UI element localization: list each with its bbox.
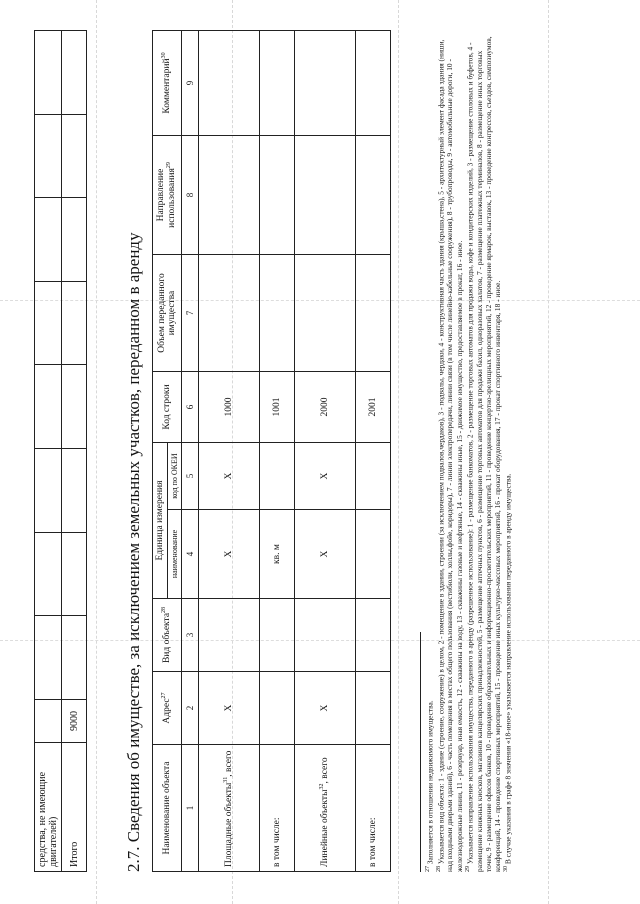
col-header-comment: Комментарий$^{30}$ <box>153 31 182 136</box>
cell <box>35 449 62 533</box>
table-row-area-total <box>199 31 260 872</box>
footnote: $^{29}$ Указывается направление использования имущества, переданного в аренду (разрешенное использование): 1 - размещение банкоматов, 2 - размещение торговых автоматов для продажи воды, кофе и кондитерских изделий, 3 - размещение столовых и буфетов, 4 - размещение книжных киосков, магазинов канцелярских принадлежностей, 5 - размещение аптечных пунктов, 6 - размещение торговых автоматов для продажи бахил, одноразовых халатов, 7 - размещение платежных терминалов, 8 - размещение иных торговых точек, 9 - размещение офисов банков, 10 - проведение образовательных и информационно-просветительских мероприятий, 11 - проведение концертно-зрелищных мероприятий, 12 - проведение ярмарок, выставок, 13 - проведение конгрессов, съездов, симпозиумов, конференций, 14 - проведение спортивных мероприятий, 15 - проведение иных культурно-массовых мероприятий, 16 - прокат оборудования, 17 - прокат спортивного инвентаря, 18 - иное. <box>464 36 503 872</box>
cell <box>35 31 62 115</box>
row-kind <box>199 599 260 672</box>
cell <box>62 198 87 282</box>
col-header-address: Адрес$^{27}$ <box>153 672 182 745</box>
col-header-usage: Направление использования$^{29}$ <box>153 136 182 255</box>
footnote: $^{30}$ В случае указания в графе 8 значения «18-иное» указывается направление использования переданного в аренду имущества. <box>503 473 513 872</box>
col-header-volume: Объем переданного имущества <box>153 255 182 372</box>
row-comment <box>260 31 295 136</box>
row-okei <box>356 443 391 510</box>
header-row <box>153 31 168 872</box>
row-name: Линейные объекты$^{32}$, всего <box>295 745 356 872</box>
cell <box>62 31 87 115</box>
row-comment <box>356 31 391 136</box>
row-code: 1001 <box>260 372 295 443</box>
col-number: 6 <box>182 372 199 443</box>
top-table <box>34 30 87 872</box>
col-number: 5 <box>182 443 199 510</box>
col-number: 9 <box>182 31 199 136</box>
row-address <box>260 672 295 745</box>
row-unit-name: X <box>295 510 356 599</box>
cell <box>62 616 87 700</box>
row-kind <box>260 599 295 672</box>
row-unit-name: X <box>199 510 260 599</box>
lease-table <box>152 30 391 872</box>
row-comment <box>199 31 260 136</box>
col-header-row-code: Код строки <box>153 372 182 443</box>
row-unit-name: кв. м <box>260 510 295 599</box>
row-usage <box>260 136 295 255</box>
col-number: 3 <box>182 599 199 672</box>
row-name: в том числе: <box>356 745 391 872</box>
cell <box>35 616 62 700</box>
row-code: 2000 <box>295 372 356 443</box>
row-volume <box>356 255 391 372</box>
cell <box>62 114 87 198</box>
cell <box>62 281 87 365</box>
top-row2-code: 9000 <box>62 700 87 743</box>
row-usage <box>356 136 391 255</box>
footnote: $^{28}$ Указывается вид объекта: 1 - здание (строение, сооружение) в целом, 2 - помещение в здании, строении (за исключением подвалов,чердаков), 3 - подвалы, чердаки, 4 - конструктивная часть здания (крыша,стена), 5 - архитектурный элемент фасада здания (ниши, над входными дверьми зданий), 6 - часть помещения в местах общего пользования (вестибюли, холлы,фойе, коридоры), 7 - линии электропередачи, линии связи (в том числе линейно-кабельные сооружения), 8 - трубопроводы, 9 - автомобильные дороги, 10 - железнодорожные линии, 11 - резервуар, иная емкость, 12 - скважины на воду, 13 - скважины газовые и нефтяные, 14 - скважины иные, 15 - движимое имущество, предоставляемое в прокат, 16 - иное. <box>435 39 464 872</box>
row-volume <box>260 255 295 372</box>
table-row <box>62 31 87 872</box>
row-address: X <box>199 672 260 745</box>
cell <box>35 198 62 282</box>
column-number-row <box>182 31 199 872</box>
row-usage <box>295 136 356 255</box>
cell <box>35 365 62 449</box>
section-title: 2.7. Сведения об имуществе, за исключением земельных участков, переданном в аренду <box>124 232 143 872</box>
row-name: Площадные объекты$^{31}$, всего <box>199 745 260 872</box>
row-kind <box>295 599 356 672</box>
table-row-linear-total <box>295 31 356 872</box>
cell <box>62 532 87 616</box>
row-volume <box>295 255 356 372</box>
row-code: 1000 <box>199 372 260 443</box>
col-number: 4 <box>182 510 199 599</box>
cell <box>35 281 62 365</box>
footnote: $^{27}$ Заполняется в отношении недвижимого имущества. <box>425 700 435 872</box>
footnotes <box>420 30 514 872</box>
footnote-divider <box>420 632 421 872</box>
row-volume <box>199 255 260 372</box>
row-code: 2001 <box>356 372 391 443</box>
col-number: 8 <box>182 136 199 255</box>
col-header-unit-name: наименование <box>168 510 182 599</box>
row-kind <box>356 599 391 672</box>
cell <box>35 700 62 743</box>
col-number: 1 <box>182 745 199 872</box>
row-usage <box>199 136 260 255</box>
table-row-area-detail <box>260 31 295 872</box>
row-okei: X <box>295 443 356 510</box>
rotated-document <box>20 20 620 884</box>
cell <box>62 449 87 533</box>
table-row <box>35 31 62 872</box>
row-okei <box>260 443 295 510</box>
col-header-name: Наименование объекта <box>153 745 182 872</box>
col-header-unit: Единица измерения <box>153 443 168 599</box>
row-name: в том числе: <box>260 745 295 872</box>
cell <box>35 532 62 616</box>
row-comment <box>295 31 356 136</box>
top-row2-label: Итого <box>62 743 87 872</box>
table-row-linear-detail <box>356 31 391 872</box>
cell <box>35 114 62 198</box>
col-number: 7 <box>182 255 199 372</box>
row-address: X <box>295 672 356 745</box>
row-unit-name <box>356 510 391 599</box>
row-okei: X <box>199 443 260 510</box>
cell <box>62 365 87 449</box>
col-number: 2 <box>182 672 199 745</box>
top-row1-label: средства, не имеющие двигателей) <box>35 743 62 872</box>
col-header-kind: Вид объекта$^{28}$ <box>153 599 182 672</box>
row-address <box>356 672 391 745</box>
col-header-unit-okei: код по ОКЕИ <box>168 443 182 510</box>
